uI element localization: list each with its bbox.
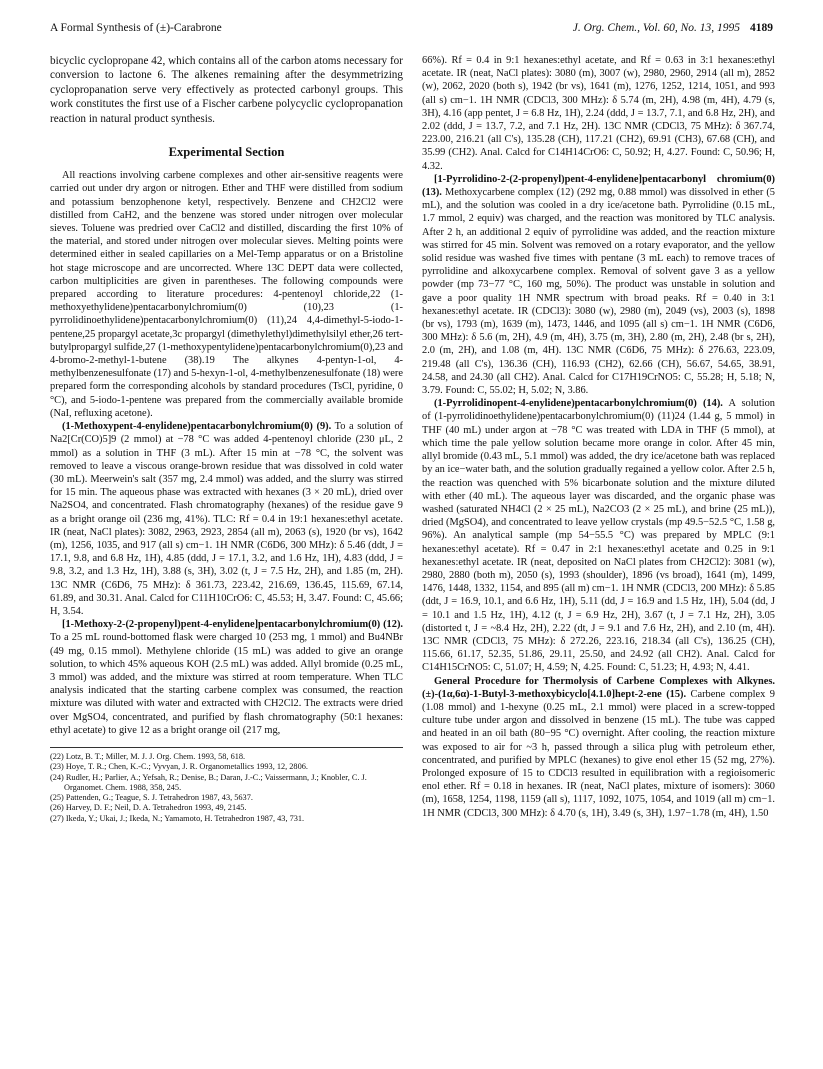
footnote: (23) Hoye, T. R.; Chen, K.-C.; Vyvyan, J. R. Organometallics 1993, 12, 2806. xyxy=(50,762,308,772)
intro-paragraph: bicyclic cyclopropane 42, which contains all of the carbon atoms necessary for conversion to lactone 6. The alkenes remaining after the desymmetrizing cyclopropanation serve very effectively as protected carbonyl groups. This work constitutes the first use of a Fischer carbene polycyclic cyclopropanation reaction in natural product synthesis. xyxy=(50,55,403,125)
compound-12-paragraph xyxy=(50,618,403,737)
compound-15-paragraph xyxy=(422,675,775,820)
journal-citation xyxy=(573,22,773,34)
running-header xyxy=(50,22,773,40)
compound-12-body: To a 25 mL round-bottomed flask were charged 10 (253 mg, 1 mmol) and Bu4NBr (49 mg, 0.15 mmol). Methylene chloride (15 mL) was added to give an orange solution, to which 45% aqueous KOH (2.5 mL) was added. Allyl bromide (0.25 mL, 3 mmol) was added, and the mixture was stirred at room temperature. When TLC analysis indicated that the starting carbene complex was consumed, the reaction mixture was diluted with water and extracted with CH2Cl2. The extracts were dried over MgSO4, concentrated, and purified by flash chromatography (50:1 hexanes: ethyl acetate) to give 12 as a bright orange oil (217 mg, xyxy=(50,632,403,736)
right-column xyxy=(422,54,775,820)
compound-14-body: A solution of (1-pyrrolidinoethylidene)pentacarbonylchromium(0) (11)24 (1.44 g, 5 mmol) in THF (40 mL) under argon at −78 °C was treated with LDA in THF (5 mmol), at which time the pale yellow solution became more orange in color. After 45 min, allyl bromide (0.43 mL, 5.1 mmol) was added, the dry ice/acetone bath was replaced by an ice−water bath, and the solution gradually regained a yellow color. After 2.5 h, the reaction was quenched with 5% bicarbonate solution and the mixture diluted with ether (40 mL). The aqueous layer was discarded, and the organic phase was washed (saturated NH4Cl (2 × 25 mL), Na2CO3 (2 × 25 mL), and brine (25 mL)), dried (MgSO4), and concentrated to leave yellow crystals (mp 49.5−52.5 °C, 1.58 g, 96%). An analytical sample (mp 54−55.5 °C) was prepared by MPLC (9:1 hexanes:ethyl acetate). Rf = 0.47 in 2:1 hexanes:ethyl acetate and 0.25 in 9:1 hexanes:ethyl acetate. IR (neat, deposited on NaCl plates from CH2Cl2): 3081 (w), 2980, 2880 (both m), 2050 (s), 1993 (shoulder), 1896 (vs broad), 1641 (m), 1499, 1476, 1448, 1332, 1154, and 895 (all m) cm−1. 1H NMR (CDCl3, 200 MHz): δ 5.85 (ddt, J = 16.9, 10.1, and 6.6 Hz, 1H), 5.11 (dd, J = 16.9 and 1.5 Hz, 1H), 5.04 (dd, J = 10.1 and 1.5 Hz, 1H), 4.12 (t, J = 6.9 Hz, 2H), 3.67 (t, J = 7.1 Hz, 2H), 3.05 (distorted t, J = ~8.4 Hz, 2H), 2.22 (dt, J = 9.1 and 7.6 Hz, 2H), and 2.10 (m, 4H). 13C NMR (CDCl3, 75 MHz): δ 272.26, 223.16, 218.34 (all C's), 136.25 (CH), 115.66, 61.17, 52.35, 51.86, 29.11, 25.50, and 24.92 (all CH2). Anal. Calcd for C14H15CrNO5: C, 51.07; H, 4.59; N, 4.25. Found: C, 51.23; H, 4.93; N, 4.41. xyxy=(422,398,775,674)
compound-9-body: To a solution of Na2[Cr(CO)5]9 (2 mmol) at −78 °C was added 4-pentenoyl chloride (230 μL, 2 mmol) as a solution in THF (3 mL). After 15 min at −78 °C, the solvent was removed to leave a viscous orange-brown residue that was dissolved in cold water (30 mL). Meerwein's salt (357 mg, 2.4 mmol) was added, and the slurry was stirred for 15 min. The aqueous phase was extracted with hexanes (3 × 20 mL), dried over Na2SO4, and concentrated. Flash chromatography (hexanes) of the residue gave 9 as a bright orange oil (236 mg, 41%). TLC: Rf = 0.4 in 19:1 hexanes:ethyl acetate. IR (neat, NaCl plates): 3082, 2963, 2923, 2854 (all m), 2063 (s), 1920 (br vs), 1642 (m), 1256, 1035, and 917 (all s) cm−1. 1H NMR (C6D6, 300 MHz): δ 5.46 (ddt, J = 17.1, 9.8, and 6.8 Hz, 1H), 4.85 (ddd, J = 17.1, 3.2, and 1.6 Hz, 1H), 4.83 (ddd, J = 9.8, 3.2, and 1.3 Hz, 1H), 3.88 (s, 3H), 3.02 (t, J = 7.5 Hz, 2H), and 1.85 (m, 2H). 13C NMR (C6D6, 75 MHz): δ 361.73, 223.42, 216.69, 136.45, 115.69, 67.14, 61.89, and 30.31. Anal. Calcd for C11H10CrO6: C, 45.53; H, 3.47. Found: C, 45.66; H, 3.54. xyxy=(50,421,403,617)
compound-13-title: [1-Pyrrolidino-2-(2-propenyl)pent-4-enylidene]pentacarbonyl chromium(0) (13). xyxy=(422,173,775,199)
footnote: (26) Harvey, D. F.; Neil, D. A. Tetrahedron 1993, 49, 2145. xyxy=(50,803,247,813)
compound-14-paragraph xyxy=(422,397,775,674)
compound-15-body: Carbene complex 9 (1.08 mmol) and 1-hexyne (0.25 mL, 2.1 mmol) were placed in a screw-topped culture tube under argon and dissolved in benzene (15 mL). The tube was capped and heated in an oil bath (80−95 °C) overnight. After cooling, the reaction mixture was exposed to air for ~3 h, passed through a silica plug with petroleum ether, concentrated, and purified by MPLC (hexanes) to give enol ether 15 (52 mg, 27%). Prolonged exposure of 15 to CDCl3 resulted in equilibration with a regioisomeric enol ether. Rf = 0.18 in hexanes. IR (neat, NaCl plates, mixture of isomers): 3060 (m), 1658, 1254, 1198, 1159 (all s), 1117, 1092, 1075, 1054, and 1019 (all m) cm−1. 1H NMR (CDCl3, 300 MHz): δ 4.70 (s, 1H), 3.49 (s, 3H), 1.97−1.78 (m, 4H), 1.50 xyxy=(422,688,775,819)
general-methods-paragraph: All reactions involving carbene complexes and other air-sensitive reagents were carried out under dry argon or nitrogen. Ether and THF were distilled from sodium and potassium benzophenone ketyl, respectively. Benzene and CH2Cl2 were distilled from CaH2, and the benzene was stored under nitrogen over molecular sieves. Toluene was predried over CaCl2 and distilled, discarding the first 10% of the material, and stored under nitrogen over molecular sieves. Melting points were determined either in sealed capillaries on a Mel-Temp apparatus or on a Bristoline hot stage microscope and are uncorrected. Where 13C DEPT data were collected, carbon multiplicities are given in parentheses. The following compounds were prepared according to literature procedures: 4-pentenoyl chloride,22 (1-methoxyethylidene)pentacarbonylchromium(0) (10),23 (1-pyrrolidinoethylidene)pentacarbonylchromium(0) (11),24 4,4-dimethyl-5-iodo-1-pentene,25 propargyl acetate,3c propargyl (dimethylethyl)dimethylsilyl ether,26 tert-butylpropargyl sulfide,27 (1-methoxypentylidene)pentacarbonylchromium(0),23 and 4-bromo-2-methyl-1-butene (38).19 The alkynes 4-pentyn-1-ol, 4-methylbenzenesulfonate (17) and 5-hexyn-1-ol, 4-methylbenzenesulfonate (18) were prepared form the corresponding alcohols by standard procedures (TsCl, pyridine, 0 °C), and 5-iodo-1-pentene was prepared from the commercially available bromide (NaI, refluxing acetone). xyxy=(50,170,403,419)
footnote: (24) Rudler, H.; Parlier, A.; Yefsah, R.; Denise, B.; Daran, J.-C.; Vaissermann, J.; Knobler, C. J. Organomet. Chem. 1988, 358, 245. xyxy=(50,772,367,792)
section-title: Experimental Section xyxy=(168,145,285,160)
journal-reference: J. Org. Chem., Vol. 60, No. 13, 1995 xyxy=(572,22,740,34)
footnotes xyxy=(50,747,403,824)
compound-9-title: (1-Methoxypent-4-enylidene)pentacarbonylchromium(0) (9). xyxy=(62,421,332,433)
compound-13-paragraph xyxy=(422,173,775,397)
compound-12-continuation: 66%). Rf = 0.4 in 9:1 hexanes:ethyl acetate, and Rf = 0.63 in 3:1 hexanes:ethyl acetate. IR (neat, NaCl plates): 3080 (m), 3007 (w), 2980, 2960, 2914 (all m), 2852 (w), 2062, 2020 (both s), 1942 (br vs), 1641 (m), 1276, 1252, 1214, 1051, and 993 (all s) cm−1. 1H NMR (CDCl3, 300 MHz): δ 5.74 (m, 2H), 4.98 (m, 4H), 4.79 (s, 3H), 4.16 (app pentet, J = 6.8 Hz, 1H), 2.24 (ddd, J = 13.7, 7.1, and 6.8 Hz, 2H), and 2.02 (ddd, J = 13.7, 7.2, and 7.1 Hz, 2H). 13C NMR (CDCl3, 75 MHz): δ 367.74, 223.00, 216.21 (all C's), 135.28 (CH), 117.21 (CH2), 69.91 (CH3), 67.68 (CH), and 35.99 (CH2). Anal. Calcd for C14H14CrO6: C, 50.92; H, 4.27. Found: C, 50.96; H, 4.32. xyxy=(422,55,775,172)
footnote: (22) Lotz, B. T.; Miller, M. J. J. Org. Chem. 1993, 58, 618. xyxy=(50,751,246,761)
footnote: (27) Ikeda, Y.; Ukai, J.; Ikeda, N.; Yamamoto, H. Tetrahedron 1987, 43, 731. xyxy=(50,813,305,823)
page-number: 4189 xyxy=(750,22,773,34)
compound-13-body: Methoxycarbene complex (12) (292 mg, 0.88 mmol) was dissolved in ether (5 mL), and the solution was cooled in a dry ice/acetone bath. Pyrrolidine (0.15 mL, 1.7 mmol, 2 equiv) was charged, and the reaction was monitored by TLC analysis. After 2 h, an additional 2 equiv of pyrrolidine was added, and the reaction mixture was stirred for 45 min. Solvent was removed on a rotary evaporator, and the yellow solid residue was washed five times with pentane (3 mL each) to remove traces of pyrrolidine and alkoxycarbene complex. Removal of solvent gave 3 as a yellow powder (mp 73−77 °C, 160 mg, 50%). The product was unstable in solution and gave a poor quality 1H NMR spectrum with broad peaks. Rf = 0.40 in 3:1 hexanes:ethyl acetate. IR (CDCl3): 3080 (w), 2980 (m), 2049 (vs), 2003 (s), 1898 (br vs), 1793 (m), 1639 (m), 1473, 1446, and 1095 (all s) cm−1. 1H NMR (C6D6, 300 MHz): δ 5.6 (m, 2H), 4.9 (m, 4H), 3.75 (m, 3H), 2.80 (m, 2H), 2.48 (br s, 2H), 2.0 (m, 2H), and 1.08 (m, 4H). 13C NMR (C6D6, 75 MHz): δ 276.63, 223.09, 219.48 (all C's), 136.36 (CH), 116.93 (CH2), 62.66 (CH), 56.67, 54.65, 38.91, 24.58, and 24.30 (all CH2). Anal. Calcd for C17H19CrNO5: C, 55.28; H, 5.18; N, 3.79. Found: C, 55.02; H, 5.02; N, 3.86. xyxy=(422,187,775,397)
compound-12-title: [1-Methoxy-2-(2-propenyl)pent-4-enylidene]pentacarbonylchromium(0) (12). xyxy=(62,619,403,631)
running-title: A Formal Synthesis of (±)-Carabrone xyxy=(50,22,222,34)
left-column xyxy=(50,54,403,824)
compound-15-title: General Procedure for Thermolysis of Carbene Complexes with Alkynes. (±)-(1α,6α)-1-Butyl-3-methoxybicyclo[4.1.0]hept-2-ene (15). xyxy=(422,675,775,700)
compound-14-title: (1-Pyrrolidinopent-4-enylidene)pentacarbonylchromium(0) (14). xyxy=(434,398,723,410)
footnote: (25) Pattenden, G.; Teague, S. J. Tetrahedron 1987, 43, 5637. xyxy=(50,793,253,803)
compound-9-paragraph xyxy=(50,420,403,618)
